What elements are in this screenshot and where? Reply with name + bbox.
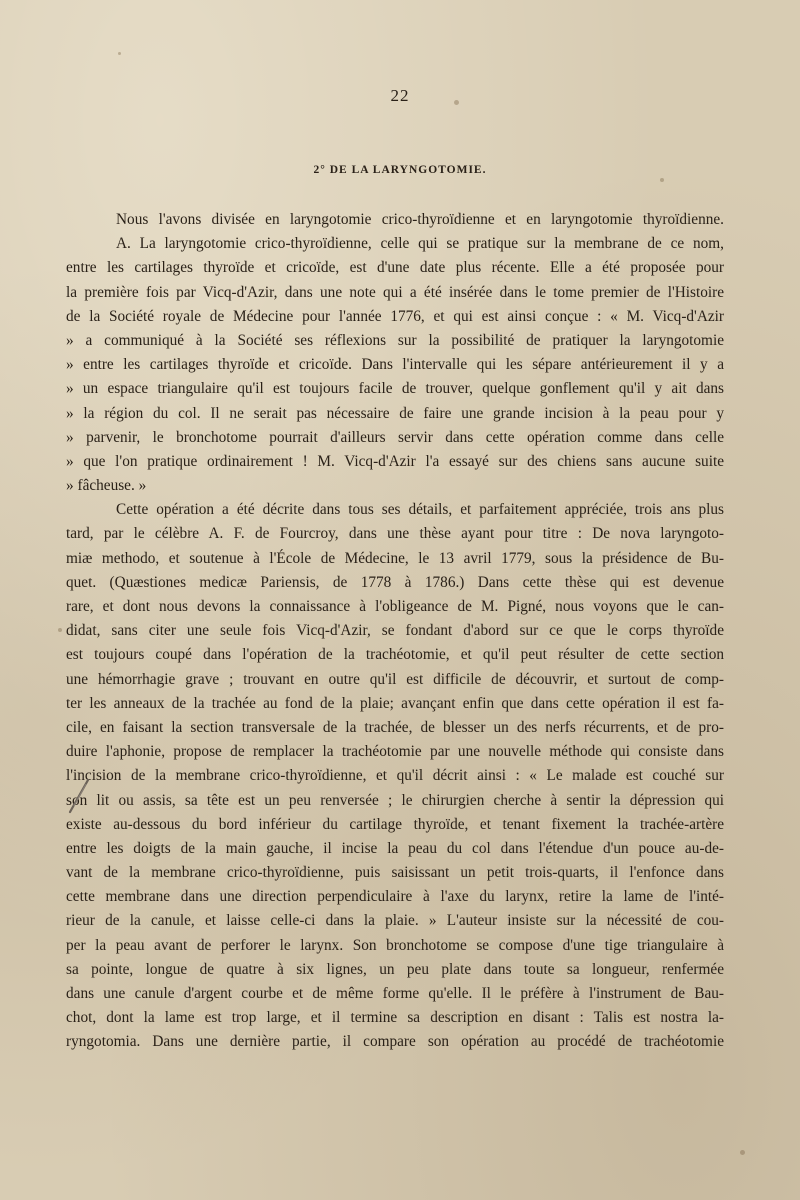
text-line: » a communiqué à la Société ses réflexions sur la possibilité de pratiquer la laryngotomie (66, 331, 724, 349)
text-line: ryngotomia. Dans une dernière partie, il compare son opération au procédé de trachéotomie (66, 1033, 724, 1051)
text-line: per la peau avant de perforer le larynx. Son bronchotome se compose d'une tige triangulaire à (66, 936, 724, 954)
text-line: » un espace triangulaire qu'il est toujours facile de trouver, quelque gonflement qu'il y ait dans (66, 380, 724, 398)
text-line: duire l'aphonie, propose de remplacer la trachéotomie par une nouvelle méthode qui consiste dans (66, 743, 724, 761)
text-line: ter les anneaux de la trachée au fond de la plaie; avançant enfin que dans cette opération il est fa- (66, 694, 724, 712)
text-line: est toujours coupé dans l'opération de la trachéotomie, et qu'il peut résulter de cette section (66, 646, 724, 664)
text-line: quet. (Quæstiones medicæ Pariensis, de 1778 à 1786.) Dans cette thèse qui est devenue (66, 573, 724, 591)
text-line: entre les cartilages thyroïde et cricoïde, est d'une date plus récente. Elle a été proposée pour (66, 259, 724, 277)
text-line: miæ methodo, et soutenue à l'École de Médecine, le 13 avril 1779, sous la présidence de Bu- (66, 549, 724, 567)
text-line: » fâcheuse. » (66, 477, 147, 495)
text-line: vant de la membrane crico-thyroïdienne, puis saisissant un petit trois-quarts, il l'enfonce dans (66, 864, 724, 882)
paper-spot (118, 52, 121, 55)
text-line: » parvenir, le bronchotome pourrait d'ailleurs servir dans cette opération comme dans celle (66, 428, 724, 446)
text-line: existe au-dessous du bord inférieur du cartilage thyroïde, et tenant fixement la trachée-artère (66, 815, 724, 833)
paper-spot (660, 178, 664, 182)
text-line: la première fois par Vicq-d'Azir, dans une note qui a été insérée dans le tome premier de l'Histoire (66, 283, 724, 301)
text-line: » entre les cartilages thyroïde et cricoïde. Dans l'intervalle qui les sépare antérieurement il y a (66, 356, 724, 374)
text-line: tard, par le célèbre A. F. de Fourcroy, dans une thèse ayant pour titre : De nova laryngoto- (66, 525, 724, 543)
text-line: entre les doigts de la main gauche, il incise la peau du col dans l'étendue d'un pouce au-de- (66, 839, 724, 857)
paper-spot (454, 100, 459, 105)
text-line: rare, et dont nous devons la connaissance à l'obligeance de M. Pigné, nous voyons que le can- (66, 598, 724, 615)
text-line: » la région du col. Il ne serait pas nécessaire de faire une grande incision à la peau pour y (66, 404, 724, 422)
text-line: l'incision de la membrane crico-thyroïdienne, et qu'il décrit ainsi : « Le malade est couché sur (66, 767, 724, 785)
text-line: rieur de la canule, et laisse celle-ci dans la plaie. » L'auteur insiste sur la nécessité de cou- (66, 912, 724, 930)
text-line: sa pointe, longue de quatre à six lignes, un peu plate dans toute sa longueur, renfermée (66, 960, 724, 978)
body-text (66, 208, 724, 1055)
section-heading: 2° DE LA LARYNGOTOMIE. (313, 164, 487, 176)
text-line: chot, dont la lame est trop large, et il termine sa description en disant : Talis est nostra la- (66, 1009, 724, 1027)
text-line: son lit ou assis, sa tête est un peu renversée ; le chirurgien cherche à sentir la dépression qui (66, 791, 724, 809)
text-line: A. La laryngotomie crico-thyroïdienne, celle qui se pratique sur la membrane de ce nom, (116, 235, 724, 253)
text-line: une hémorrhagie grave ; trouvant en outre qu'il est difficile de découvrir, et surtout de comp- (66, 670, 724, 688)
text-line: didat, sans citer une seule fois Vicq-d'Azir, se fondant d'abord sur ce que le corps thyroïde (66, 622, 724, 640)
text-line: Nous l'avons divisée en laryngotomie crico-thyroïdienne et en laryngotomie thyroïdienne. (116, 211, 724, 228)
text-line: dans une canule d'argent courbe et de même forme qu'elle. Il le préfère à l'instrument de Bau- (66, 985, 724, 1002)
text-line: Cette opération a été décrite dans tous ses détails, et parfaitement appréciée, trois ans plus (116, 501, 724, 519)
paper-spot (58, 628, 62, 632)
page-number: 22 (390, 86, 410, 105)
pencil-mark-icon (64, 776, 92, 816)
paper-spot (740, 1150, 745, 1155)
text-line: cile, en faisant la section transversale de la trachée, de blesser un des nerfs récurrents, et de pro- (66, 718, 724, 736)
text-line: » que l'on pratique ordinairement ! M. Vicq-d'Azir l'a essayé sur des chiens sans aucune suite (66, 452, 724, 470)
text-line: cette membrane dans une direction perpendiculaire à l'axe du larynx, retire la lame de l'inté- (66, 888, 724, 906)
text-line: de la Société royale de Médecine pour l'année 1776, et qui est ainsi conçue : « M. Vicq-d'Azir (66, 307, 724, 325)
